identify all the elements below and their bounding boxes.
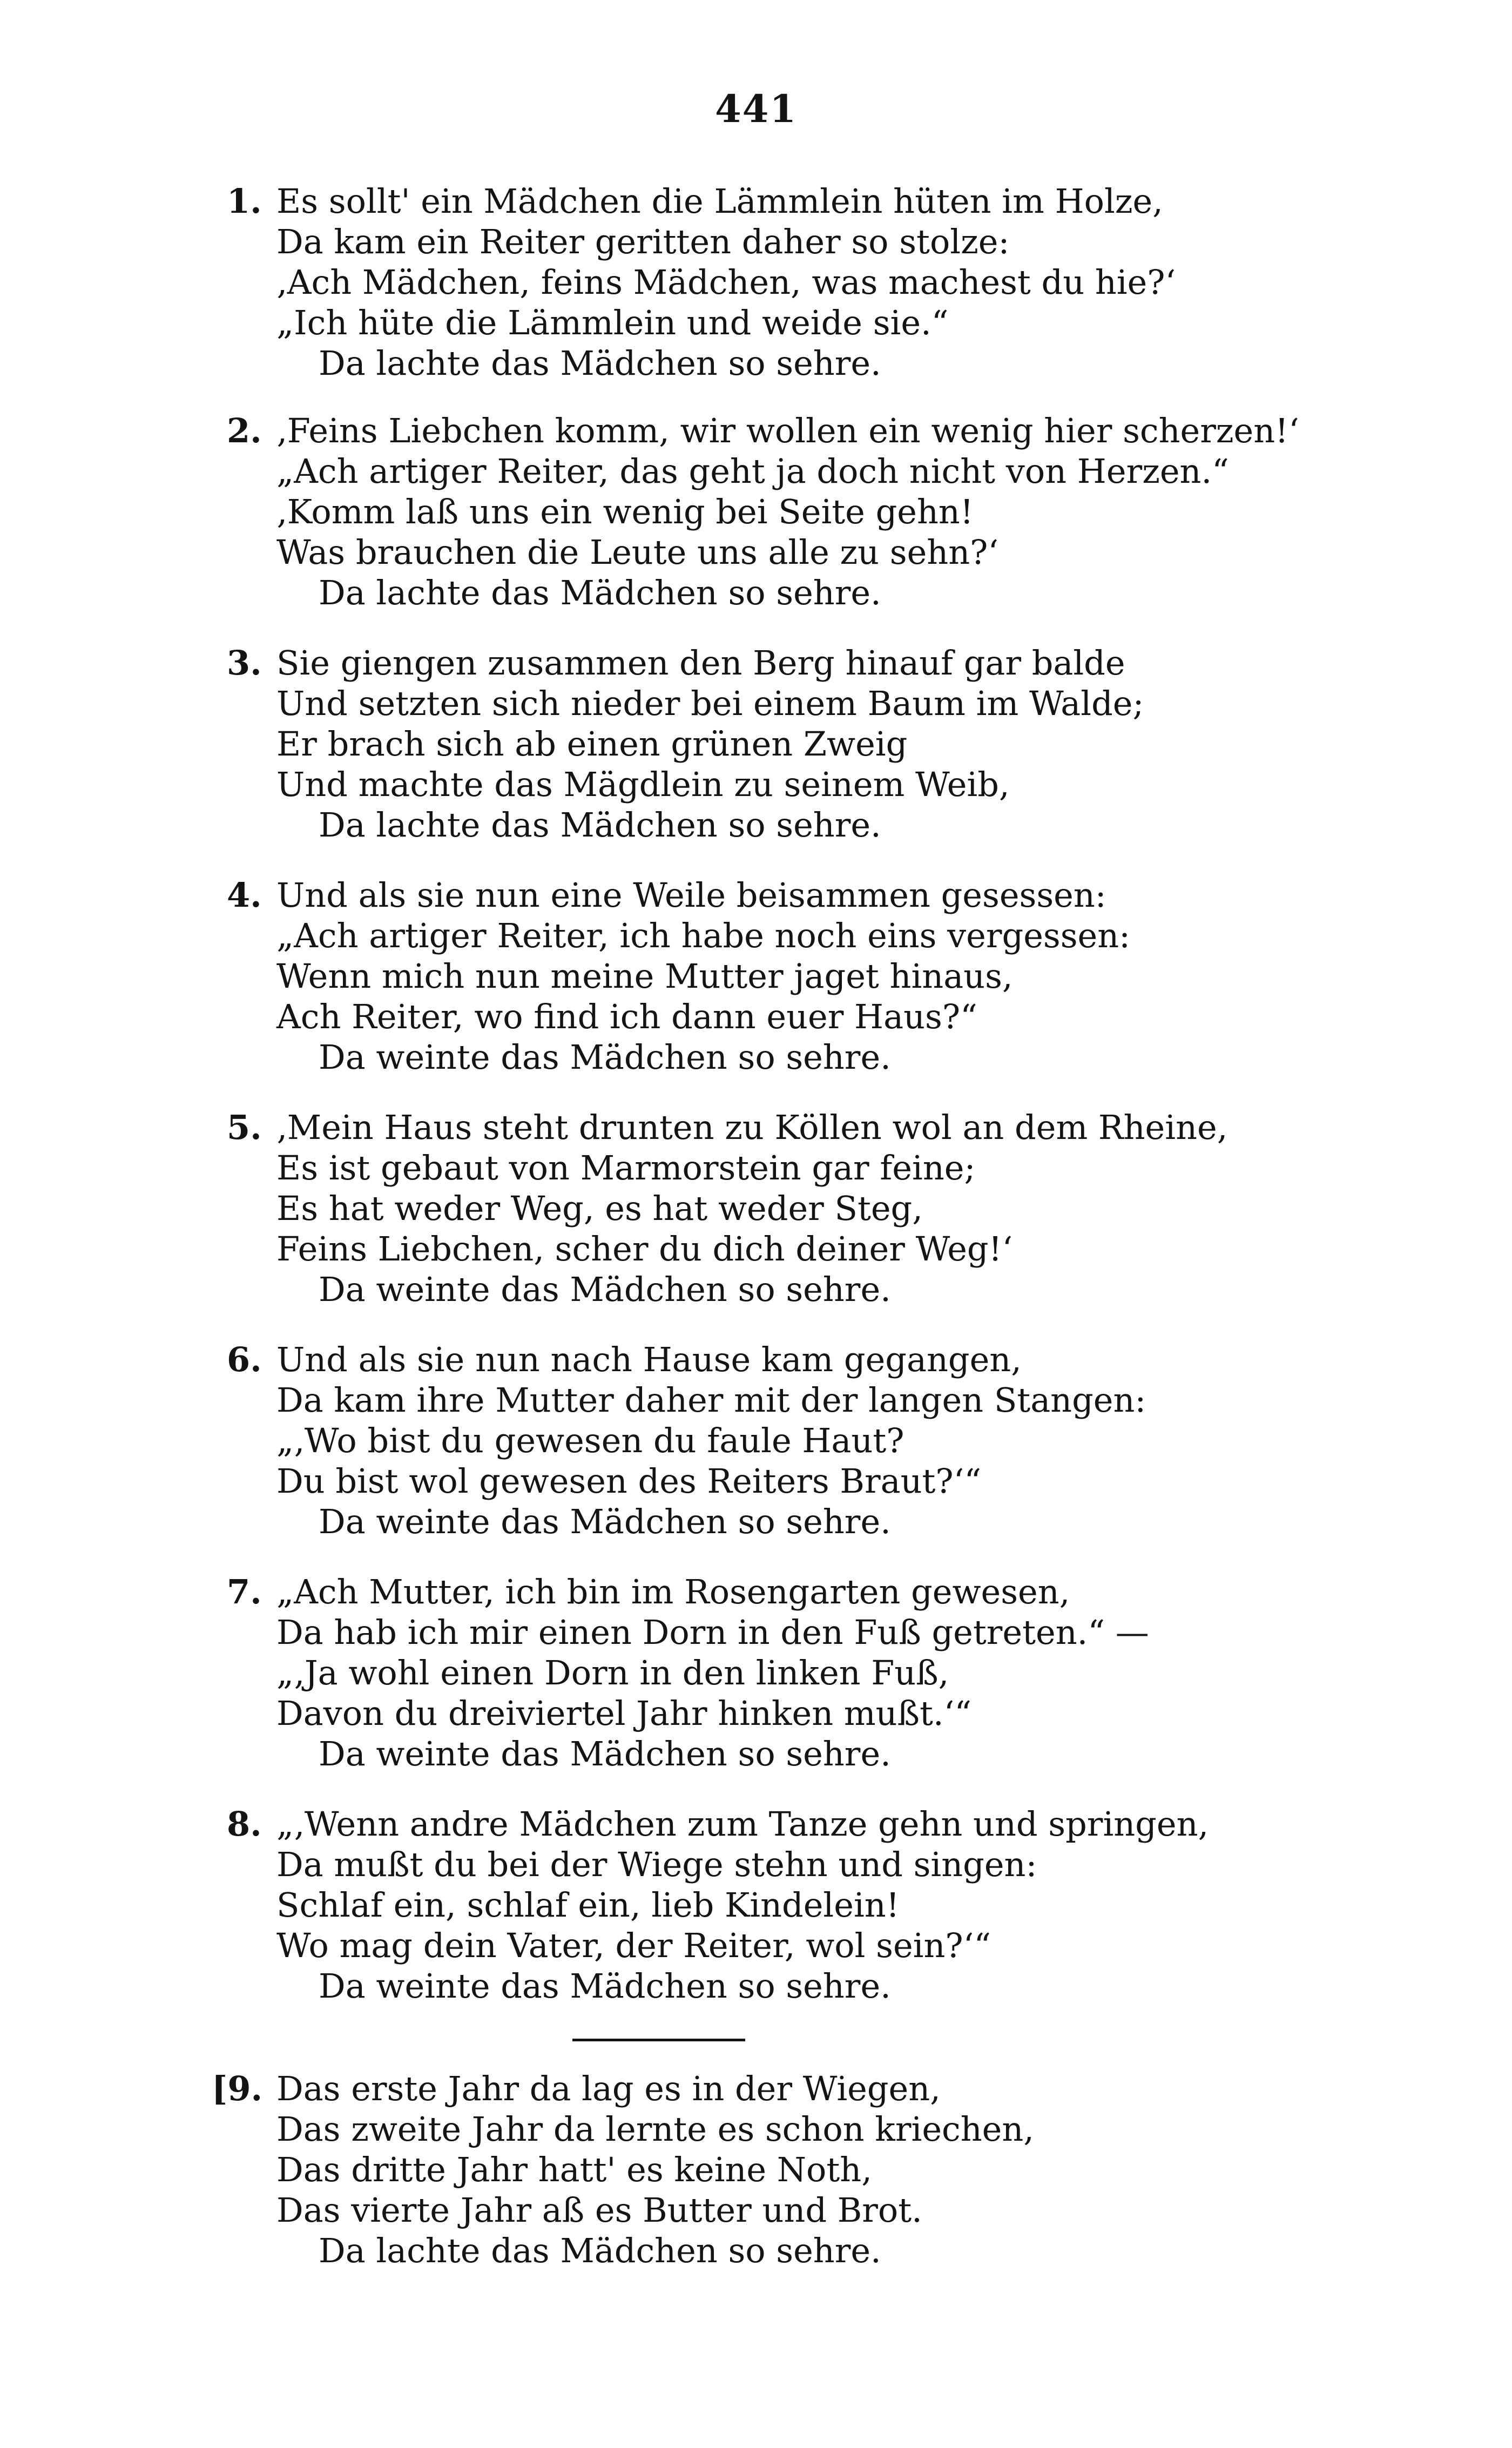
verse-line: Da kam ein Reiter geritten daher so stolze:: [276, 222, 1010, 261]
verse-line: Wo mag dein Vater, der Reiter, wol sein?‘“: [276, 1926, 991, 1965]
verse-line: Feins Liebchen, scher du dich deiner Weg!‘: [276, 1229, 1013, 1269]
verse-line: Es hat weder Weg, es hat weder Steg,: [276, 1189, 923, 1228]
verse-line: [227, 1339, 1307, 1380]
stanza-number: 1.: [227, 181, 262, 221]
refrain-line: Da weinte das Mädchen so sehre.: [319, 1270, 891, 1309]
stanza-number: 5.: [227, 1108, 262, 1147]
verse-text: ‚Mein Haus steht drunten zu Köllen wol an dem Rheine,: [276, 1108, 1228, 1147]
verse-line: Da kam ihre Mutter daher mit der langen Stangen:: [276, 1380, 1146, 1420]
stanza-number: 2.: [227, 411, 262, 450]
verse-line: Ach Reiter, wo find ich dann euer Haus?“: [276, 997, 977, 1036]
stanza-number: 3.: [227, 643, 262, 683]
verse-line: Da mußt du bei der Wiege stehn und singen:: [276, 1845, 1037, 1884]
verse-line: Es ist gebaut von Marmorstein gar feine;: [276, 1148, 976, 1188]
page-number: 441: [714, 86, 798, 131]
verse-line: Und setzten sich nieder bei einem Baum im Walde;: [276, 684, 1144, 723]
stanza-number: 4.: [227, 875, 262, 915]
stanza-number: 7.: [227, 1572, 262, 1611]
verse-line: [227, 1572, 1307, 1612]
verse-line: Was brauchen die Leute uns alle zu sehn?‘: [276, 532, 999, 572]
verse-line: Und machte das Mägdlein zu seinem Weib,: [276, 765, 1010, 804]
verse-line: Das dritte Jahr hatt' es keine Noth,: [276, 2150, 872, 2189]
refrain-line: Da weinte das Mädchen so sehre.: [319, 1502, 891, 1541]
verse-line: Das vierte Jahr aß es Butter und Brot.: [276, 2190, 922, 2230]
verse-line: [227, 1804, 1307, 1844]
refrain-line: Da lachte das Mädchen so sehre.: [319, 343, 881, 383]
verse-text: Es sollt' ein Mädchen die Lämmlein hüten im Holze,: [276, 181, 1163, 221]
verse-line: [212, 2068, 1307, 2109]
refrain-line: Da weinte das Mädchen so sehre.: [319, 1734, 891, 1773]
stanza-9: [212, 2068, 1307, 2271]
verse-line: „‚Wo bist du gewesen du faule Haut?: [276, 1421, 905, 1460]
verse-text: Und als sie nun eine Weile beisammen gesessen:: [276, 875, 1106, 915]
verse-text: Sie giengen zusammen den Berg hinauf gar balde: [276, 643, 1125, 683]
stanza-4: [227, 875, 1307, 1077]
verse-line: Wenn mich nun meine Mutter jaget hinaus,: [276, 956, 1013, 996]
refrain-line: Da lachte das Mädchen so sehre.: [319, 805, 881, 845]
verse-line: „Ach artiger Reiter, ich habe noch eins vergessen:: [276, 916, 1131, 955]
stanza-number: 6.: [227, 1340, 262, 1379]
verse-line: „Ich hüte die Lämmlein und weide sie.“: [276, 303, 949, 342]
refrain-line: Da lachte das Mädchen so sehre.: [319, 573, 881, 612]
verse-text: Das erste Jahr da lag es in der Wiegen,: [276, 2069, 941, 2108]
stanza-1: [227, 181, 1307, 383]
stanza-2: [227, 410, 1307, 613]
section-divider: [572, 2039, 745, 2041]
verse-line: „Ach artiger Reiter, das geht ja doch nicht von Herzen.“: [276, 451, 1229, 491]
verse-line: [227, 181, 1307, 221]
verse-line: Du bist wol gewesen des Reiters Braut?‘“: [276, 1461, 982, 1501]
stanza-number: 8.: [227, 1804, 262, 1844]
verse-text: ‚Feins Liebchen komm, wir wollen ein wenig hier scherzen!‘: [276, 411, 1299, 450]
verse-line: „‚Ja wohl einen Dorn in den linken Fuß,: [276, 1653, 949, 1692]
stanza-8: [227, 1804, 1307, 2006]
stanza-number: [9.: [212, 2069, 263, 2108]
stanza-5: [227, 1107, 1307, 1310]
refrain-line: Da lachte das Mädchen so sehre.: [319, 2231, 881, 2270]
verse-text: „Ach Mutter, ich bin im Rosengarten gewesen,: [276, 1572, 1070, 1611]
verse-line: Davon du dreiviertel Jahr hinken mußt.‘“: [276, 1694, 972, 1733]
refrain-line: Da weinte das Mädchen so sehre.: [319, 1037, 891, 1077]
verse-line: Das zweite Jahr da lernte es schon kriechen,: [276, 2109, 1034, 2149]
stanza-3: [227, 643, 1307, 845]
refrain-line: Da weinte das Mädchen so sehre.: [319, 1966, 891, 2006]
verse-line: [227, 410, 1307, 451]
verse-line: ‚Ach Mädchen, feins Mädchen, was machest du hie?‘: [276, 262, 1176, 302]
verse-line: [227, 643, 1307, 683]
verse-line: [227, 1107, 1307, 1148]
verse-text: „‚Wenn andre Mädchen zum Tanze gehn und springen,: [276, 1804, 1209, 1844]
verse-line: [227, 875, 1307, 915]
verse-line: Da hab ich mir einen Dorn in den Fuß getreten.“ —: [276, 1613, 1149, 1652]
verse-line: ‚Komm laß uns ein wenig bei Seite gehn!: [276, 492, 974, 531]
stanza-7: [227, 1572, 1307, 1774]
stanza-6: [227, 1339, 1307, 1542]
verse-line: Schlaf ein, schlaf ein, lieb Kindelein!: [276, 1885, 900, 1925]
verse-line: Er brach sich ab einen grünen Zweig: [276, 724, 908, 764]
verse-text: Und als sie nun nach Hause kam gegangen,: [276, 1340, 1022, 1379]
